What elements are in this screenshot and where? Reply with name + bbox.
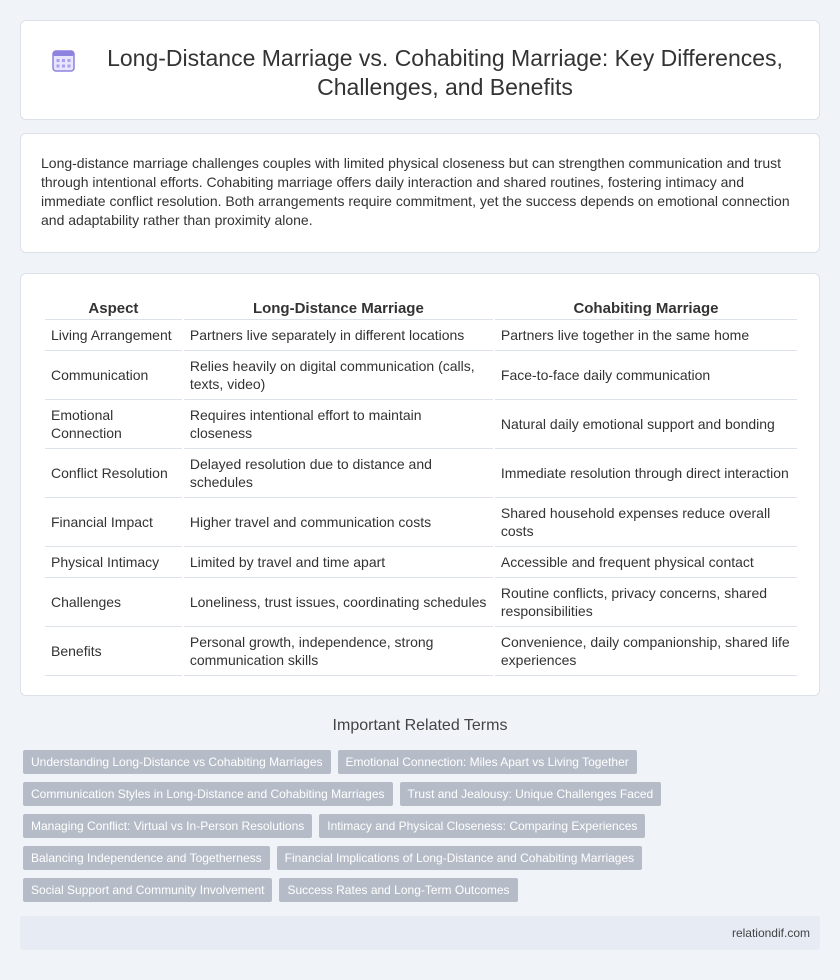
row-cohabiting: Shared household expenses reduce overall costs	[495, 498, 797, 547]
row-aspect: Benefits	[45, 627, 182, 676]
related-terms-list	[23, 750, 803, 910]
table-row	[45, 627, 797, 676]
header-long-distance: Long-Distance Marriage	[184, 296, 493, 320]
row-long-distance: Personal growth, independence, strong communication skills	[184, 627, 493, 676]
tag-row	[23, 878, 803, 902]
related-term-tag[interactable]: Social Support and Community Involvement	[23, 878, 272, 902]
tag-row	[23, 814, 803, 838]
row-cohabiting: Routine conflicts, privacy concerns, shared responsibilities	[495, 578, 797, 627]
row-aspect: Communication	[45, 351, 182, 400]
row-aspect: Physical Intimacy	[45, 547, 182, 578]
row-cohabiting: Natural daily emotional support and bonding	[495, 400, 797, 449]
footer-site-link[interactable]: relationdif.com	[731, 926, 810, 940]
row-long-distance: Delayed resolution due to distance and schedules	[184, 449, 493, 498]
table-row	[45, 547, 797, 578]
row-aspect: Conflict Resolution	[45, 449, 182, 498]
related-term-tag[interactable]: Managing Conflict: Virtual vs In-Person Resolutions	[23, 814, 312, 838]
related-term-tag[interactable]: Trust and Jealousy: Unique Challenges Faced	[400, 782, 662, 806]
related-terms-heading: Important Related Terms	[332, 717, 508, 734]
table-row	[45, 351, 797, 400]
related-term-tag[interactable]: Understanding Long-Distance vs Cohabiting Marriages	[23, 750, 331, 774]
row-aspect: Financial Impact	[45, 498, 182, 547]
tag-row	[23, 782, 803, 806]
comparison-card	[20, 273, 820, 696]
related-term-tag[interactable]: Emotional Connection: Miles Apart vs Living Together	[338, 750, 637, 774]
table-row	[45, 320, 797, 351]
intro-card	[20, 133, 820, 253]
intro-paragraph: Long-distance marriage challenges couples with limited physical closeness but can strengthen communication and trust through intentional efforts. Cohabiting marriage offers daily interaction and shared routines, fostering intimacy and immediate conflict resolution. Both arrangements require commitment, yet the success depends on emotional connection and adaptability rather than proximity alone.	[41, 155, 790, 228]
tag-row	[23, 750, 803, 774]
header-aspect: Aspect	[45, 296, 182, 320]
row-long-distance: Relies heavily on digital communication (calls, texts, video)	[184, 351, 493, 400]
row-long-distance: Higher travel and communication costs	[184, 498, 493, 547]
tag-row	[23, 846, 803, 870]
row-cohabiting: Accessible and frequent physical contact	[495, 547, 797, 578]
row-cohabiting: Immediate resolution through direct interaction	[495, 449, 797, 498]
row-aspect: Emotional Connection	[45, 400, 182, 449]
row-long-distance: Limited by travel and time apart	[184, 547, 493, 578]
title-card	[20, 20, 820, 120]
row-cohabiting: Convenience, daily companionship, shared life experiences	[495, 627, 797, 676]
header-cohabiting: Cohabiting Marriage	[495, 296, 797, 320]
row-aspect: Living Arrangement	[45, 320, 182, 351]
related-term-tag[interactable]: Communication Styles in Long-Distance and Cohabiting Marriages	[23, 782, 393, 806]
comparison-table	[43, 296, 799, 676]
table-header-row	[45, 296, 797, 320]
row-cohabiting: Face-to-face daily communication	[495, 351, 797, 400]
related-term-tag[interactable]: Intimacy and Physical Closeness: Comparing Experiences	[319, 814, 645, 838]
related-term-tag[interactable]: Financial Implications of Long-Distance and Cohabiting Marriages	[277, 846, 643, 870]
row-long-distance: Requires intentional effort to maintain closeness	[184, 400, 493, 449]
table-row	[45, 449, 797, 498]
related-term-tag[interactable]: Balancing Independence and Togetherness	[23, 846, 270, 870]
page-title: Long-Distance Marriage vs. Cohabiting Marriage: Key Differences, Challenges, and Benefits	[107, 45, 783, 100]
row-cohabiting: Partners live together in the same home	[495, 320, 797, 351]
table-row	[45, 578, 797, 627]
row-long-distance: Partners live separately in different locations	[184, 320, 493, 351]
footer	[20, 916, 820, 950]
related-term-tag[interactable]: Success Rates and Long-Term Outcomes	[279, 878, 517, 902]
table-row	[45, 498, 797, 547]
table-row	[45, 400, 797, 449]
row-long-distance: Loneliness, trust issues, coordinating schedules	[184, 578, 493, 627]
row-aspect: Challenges	[45, 578, 182, 627]
